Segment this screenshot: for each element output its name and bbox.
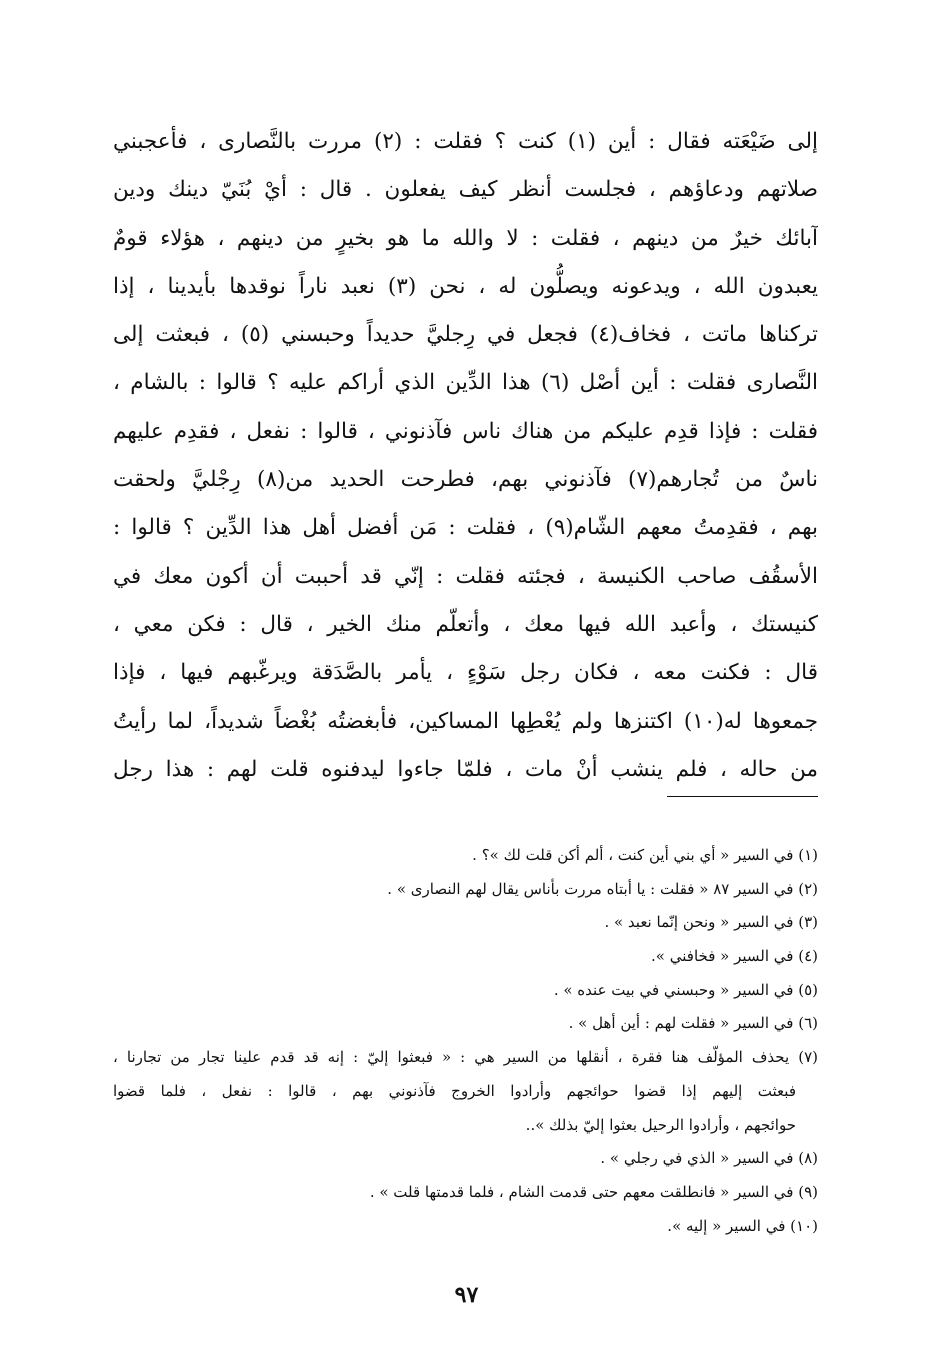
footnote-3: (٣) في السير « ونحن إنّما نعبد » . <box>604 913 818 932</box>
text-line: جمعوها له(١٠) اكتنزها ولم يُعْطِها المساكين، فأبغضتُه بُغْضاً شديداً، لما رأيتُ <box>113 708 818 734</box>
text-line: صلاتهم ودعاؤهم ، فجلست أنظر كيف يفعلون . قال : أيْ بُنَيّ دينك ودين <box>113 177 818 203</box>
text-line: الأسقُف صاحب الكنيسة ، فجئته فقلت : إنّي قد أحببت أن أكون معك في <box>113 563 818 589</box>
footnote-5: (٥) في السير « وحبسني في بيت عنده » . <box>553 980 818 999</box>
text-line: إلى ضَيْعَته فقال : أين (١) كنت ؟ فقلت : (٢) مررت بالنَّصارى ، فأعجبني <box>113 129 818 154</box>
footnote-6: (٦) في السير « فقلت لهم : أين أهل » . <box>568 1014 818 1033</box>
footnote-10: (١٠) في السير « إليه ». <box>667 1216 818 1235</box>
footnote-1: (١) في السير « أي بني أين كنت ، ألم أكن قلت لك »؟ . <box>472 846 818 864</box>
text-line: آبائك خيرٌ من دينهم ، فقلت : لا والله ما هو بخيرٍ من دينهم ، هؤلاء قومٌ <box>113 225 818 251</box>
text-line: كنيستك ، وأعبد الله فيها معك ، وأتعلّم منك الخير ، قال : فكن معي ، <box>113 611 818 637</box>
footnote-8: (٨) في السير « الذي في رجلي » . <box>600 1149 818 1168</box>
text-line: يعبدون الله ، ويدعونه ويصلُّون له ، نحن (٣) نعبد ناراً نوقدها بأيدينا ، إذا <box>113 273 818 299</box>
footnote-9: (٩) في السير « فانطلقت معهم حتى قدمت الشام ، فلما قدمتها قلت » . <box>369 1182 818 1201</box>
footnote-2: (٢) في السير ٨٧ « فقلت : يا أبتاه مررت بأناس يقال لهم النصارى » . <box>387 879 818 898</box>
text-line: قال : فكنت معه ، فكان رجل سَوْءٍ ، يأمر بالصَّدَقة ويرغّبهم فيها ، فإذا <box>113 660 818 686</box>
footnote-7-continued: فبعثت إليهم إذا قضوا حوائجهم وأرادوا الخروج فآذنوني بهم ، قالوا : نفعل ، فلما قضوا <box>113 1081 796 1100</box>
text-line: من حاله ، فلم ينشب أنْ مات ، فلمّا جاءوا ليدفنوه قلت لهم : هذا رجل <box>113 756 818 782</box>
text-line: بهم ، فقدِمتُ معهم الشّام(٩) ، فقلت : مَن أفضل أهل هذا الدِّين ؟ قالوا : <box>113 515 818 541</box>
main-text <box>113 118 818 794</box>
text-line: فقلت : فإذا قدِم عليكم من هناك ناس فآذنوني ، قالوا : نفعل ، فقدِم عليهم <box>113 418 818 444</box>
footnote-separator <box>667 796 818 797</box>
text-line: تركناها ماتت ، فخاف(٤) فجعل في رِجليَّ حديداً وحبسني (٥) ، فبعثت إلى <box>113 322 818 348</box>
footnotes <box>113 839 818 1243</box>
footnote-7-continued: حوائجهم ، وأرادوا الرحيل بعثوا إليّ بذلك ».. <box>525 1115 796 1134</box>
footnote-4: (٤) في السير « فخافني ». <box>651 947 818 966</box>
footnote-7: (٧) يحذف المؤلّف هنا فقرة ، أنقلها من السير هي : « فبعثوا إليّ : إنه قد قدم علينا تجار من تجارنا ، <box>113 1048 818 1067</box>
page-number: ٩٧ <box>454 1282 479 1308</box>
text-line: النَّصارى فقلت : أين أصْل (٦) هذا الدِّين الذي أراكم عليه ؟ قالوا : بالشام ، <box>113 370 818 396</box>
text-line: ناسٌ من تُجارهم(٧) فآذنوني بهم، فطرحت الحديد من(٨) رِجْليَّ ولحقت <box>113 467 818 493</box>
